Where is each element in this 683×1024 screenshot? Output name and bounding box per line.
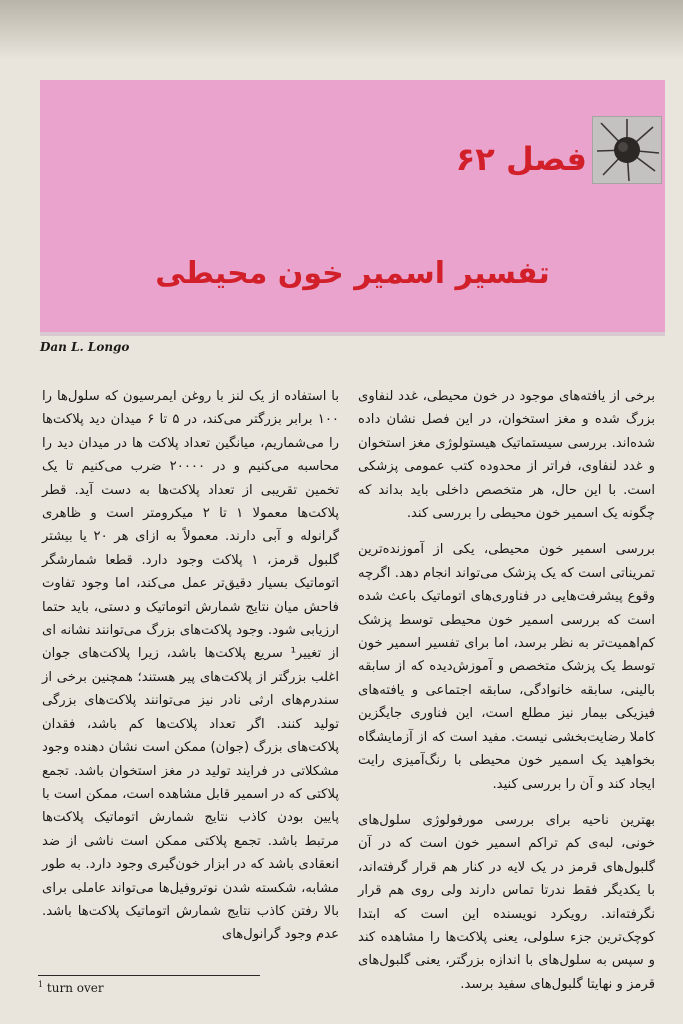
paragraph: با استفاده از یک لنز با روغن ایمرسیون که سلول‌ها را ۱۰۰ برابر بزرگتر می‌کند، در ۵ تا ۶ میدان دید پلاکت‌ها را می‌شماریم، میانگین تعداد پلاکت ها در میدان دید را محاسبه می‌کنیم و در ۲۰۰۰۰ ضرب می‌کنیم تا یک تخمین تقریبی از تعداد پلاکت‌ها به دست آید. قطر پلاکت‌ها معمولا ۱ تا ۲ میکرومتر است و ظاهری گرانوله و آبی دارند. معمولاً به ازای هر ۲۰ یا بیشتر گلبول قرمز، ۱ پلاکت وجود دارد. قطعا شمارشگر اتوماتیک بسیار دقیق‌تر عمل می‌کند، اما وجود تفاوت فاحش میان نتایج شمارش اتوماتیک و دستی، باید حتما ارزیابی شود. وجود پلاکت‌های بزرگ می‌توانند نشانه ای از تغییر¹ سریع پلاکت‌ها باشد، زیرا پلاکت‌های جوان اغلب بزرگتر از پلاکت‌های پیر هستند؛ همچنین برخی از سندرم‌های ارثی نادر نیز می‌توانند پلاکت‌های بزرگی تولید کنند. اگر تعداد پلاکت‌ها کم باشد، فقدان پلاکت‌های بزرگ (جوان) ممکن است نشان دهنده وجود مشکلاتی در فرایند تولید در مغز استخوان باشد. تجمع پلاکتی که در اسمیر قابل مشاهده است، ممکن است با پایین بودن کاذب نتایج شمارش اتوماتیک پلاکت‌ها مرتبط باشد. تجمع پلاکتی ممکن است ناشی از ضد انعقادی باشد که در ابزار خون‌گیری وجود دارد. به طور مشابه، شکسته شدن نوتروفیل‌ها می‌تواند عاملی برای بالا رفتن کاذب نتایج شمارش اتوماتیک پلاکت‌ها باشد. عدم وجود گرانول‌های <box>42 389 340 943</box>
footnote-divider <box>38 975 260 976</box>
text-column-left <box>42 385 339 947</box>
paragraph: بهترین ناحیه برای بررسی مورفولوژی سلول‌های خونی، لبه‌ی کم تراکم اسمیر خون است که در آن گلبول‌های قرمز در یک لایه در کنار هم قرار گرفته‌اند، با یکدیگر فقط ندرتا تماس دارند ولی روی هم قرار نگرفته‌اند. رویکرد نویسنده این است که ابتدا کوچک‌ترین جزء سلولی، یعنی پلاکت‌ها را مشاهده کند و سپس به سلول‌های با اندازه بزرگتر، یعنی گلبول‌های قرمز و نهایتا گلبول‌های سفید برسد. <box>358 812 655 992</box>
author-name: Dan L. Longo <box>40 340 130 354</box>
footnote <box>38 980 104 995</box>
paragraph: برخی از یافته‌های موجود در خون محیطی، غدد لنفاوی بزرگ شده و مغز استخوان، در این فصل نشان داده شده‌اند. بررسی سیستماتیک هیستولوژی مغز استخوان و غدد لنفاوی، فراتر از محدوده کتب عمومی پزشکی است. با این حال، هر متخصص داخلی باید بداند که چگونه یک اسمیر خون محیطی را بررسی کند. <box>358 389 655 522</box>
footnote-mark: 1 <box>38 980 44 989</box>
banner-divider <box>40 332 665 336</box>
paragraph: بررسی اسمیر خون محیطی، یکی از آموزنده‌ترین تمریناتی است که یک پزشک می‌تواند انجام دهد. اگرچه وقوع پیشرفت‌هایی در فناوری‌های اتوماتیک باعث شده است که بررسی اسمیر خون محیطی توسط پزشک کم‌اهمیت‌تر به نظر برسد، اما برای تفسیر اسمیر خون توسط یک پزشک متخصص و آموزش‌دیده که از سابقه بالینی، سابقه خانوادگی، سابقه اجتماعی و یافته‌های فیزیکی بیمار نیز مطلع است، این فناوری جایگزین کاملا رضایت‌بخشی نیست. مفید است که از آزمایشگاه بخواهید یک اسمیر خون محیطی با رنگ‌آمیزی رایت ایجاد کند و آن را بررسی کنید. <box>358 542 655 792</box>
chapter-number: فصل ۶۲ <box>455 140 587 178</box>
chapter-title: تفسیر اسمیر خون محیطی <box>155 256 550 291</box>
chapter-banner <box>40 80 665 332</box>
platelet-cell-icon <box>593 117 661 183</box>
blood-cell-thumbnail <box>592 116 662 184</box>
page-top-edge <box>0 0 683 60</box>
text-column-right <box>358 385 655 996</box>
footnote-text: turn over <box>46 981 104 995</box>
